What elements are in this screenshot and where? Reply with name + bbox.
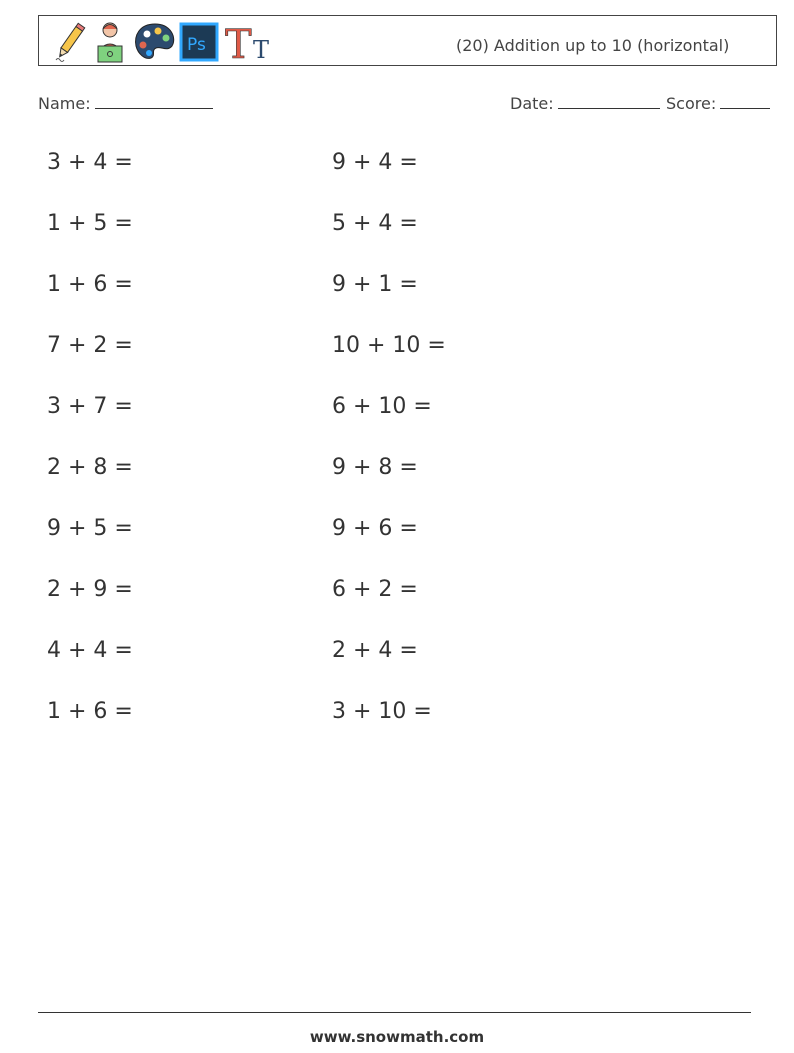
date-blank[interactable] bbox=[558, 93, 660, 109]
problem-item: 4 + 4 = bbox=[47, 638, 133, 663]
footer-url[interactable]: www.snowmath.com bbox=[309, 1028, 485, 1046]
problem-item: 9 + 6 = bbox=[332, 516, 418, 541]
problem-item: 1 + 6 = bbox=[47, 699, 133, 724]
problem-item: 10 + 10 = bbox=[332, 333, 446, 358]
score-blank[interactable] bbox=[720, 93, 770, 109]
problem-item: 6 + 2 = bbox=[332, 577, 418, 602]
name-label: Name: bbox=[38, 94, 91, 113]
problem-item: 3 + 7 = bbox=[47, 394, 133, 419]
problem-item: 9 + 4 = bbox=[332, 150, 418, 175]
paint-palette-icon bbox=[133, 20, 177, 64]
problem-item: 3 + 4 = bbox=[47, 150, 133, 175]
photoshop-icon bbox=[179, 20, 219, 64]
problem-item: 2 + 8 = bbox=[47, 455, 133, 480]
problem-item: 5 + 4 = bbox=[332, 211, 418, 236]
pencil-icon bbox=[53, 20, 87, 64]
name-field[interactable] bbox=[38, 93, 213, 113]
worksheet-title: (20) Addition up to 10 (horizontal) bbox=[456, 36, 730, 55]
date-label: Date: bbox=[510, 94, 554, 113]
student-computer-icon bbox=[93, 20, 127, 64]
problem-item: 9 + 1 = bbox=[332, 272, 418, 297]
score-label: Score: bbox=[666, 94, 717, 113]
problem-item: 1 + 5 = bbox=[47, 211, 133, 236]
worksheet-header bbox=[38, 15, 777, 66]
problem-item: 2 + 4 = bbox=[332, 638, 418, 663]
problem-item: 2 + 9 = bbox=[47, 577, 133, 602]
footer-divider bbox=[38, 1012, 751, 1013]
problem-item: 1 + 6 = bbox=[47, 272, 133, 297]
svg-text:T: T bbox=[225, 22, 252, 64]
svg-text:Ps: Ps bbox=[187, 35, 206, 55]
problem-item: 3 + 10 = bbox=[332, 699, 432, 724]
problem-item: 9 + 8 = bbox=[332, 455, 418, 480]
problem-item: 9 + 5 = bbox=[47, 516, 133, 541]
problem-item: 6 + 10 = bbox=[332, 394, 432, 419]
date-field[interactable] bbox=[510, 93, 660, 113]
text-size-icon bbox=[225, 20, 275, 64]
svg-text:T: T bbox=[253, 36, 270, 64]
name-blank[interactable] bbox=[95, 93, 213, 109]
score-field[interactable] bbox=[666, 93, 770, 113]
problem-item: 7 + 2 = bbox=[47, 333, 133, 358]
